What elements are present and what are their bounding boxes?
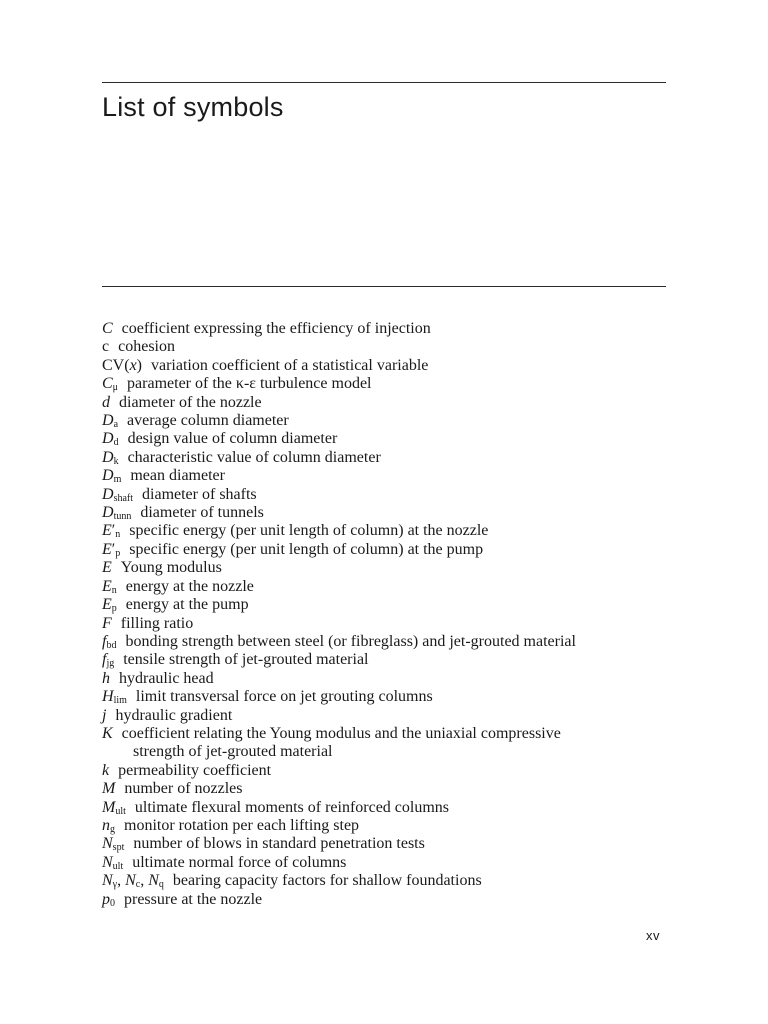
symbol-description: number of nozzles xyxy=(124,780,243,798)
symbol-entry xyxy=(102,394,668,412)
symbol-description: characteristic value of column diameter xyxy=(127,448,381,466)
symbol: F xyxy=(102,614,112,632)
symbol-description: cohesion xyxy=(118,338,175,356)
symbol-description: permeability coefficient xyxy=(118,761,272,779)
symbol-description: diameter of tunnels xyxy=(140,504,264,522)
symbol: $f_{jg}$ xyxy=(102,651,115,670)
symbol-description: pressure at the nozzle xyxy=(124,890,263,908)
symbol: M xyxy=(102,780,116,798)
symbol-entry xyxy=(102,430,668,448)
symbol: $D_{shaft}$ xyxy=(102,485,134,504)
symbol-entry xyxy=(102,449,668,467)
symbol: E xyxy=(102,559,112,577)
symbol-entry xyxy=(102,762,668,780)
symbol-description: ultimate normal force of columns xyxy=(132,853,347,871)
symbol: K xyxy=(102,724,113,742)
symbol-description: monitor rotation per each lifting step xyxy=(124,816,360,834)
symbol-entry xyxy=(102,872,668,890)
symbol: C xyxy=(102,320,113,337)
symbol-entry xyxy=(102,338,668,356)
symbol-description: diameter of the nozzle xyxy=(119,393,262,411)
symbol-entry xyxy=(102,707,668,725)
symbol: $p_0$ xyxy=(102,890,115,909)
symbol-entry xyxy=(102,799,668,817)
symbol-entry xyxy=(102,835,668,853)
symbol-entry xyxy=(102,486,668,504)
symbol-entry xyxy=(102,780,668,798)
symbol-description: variation coefficient of a statistical variable xyxy=(151,356,429,374)
symbol-entry xyxy=(102,559,668,577)
page-title: List of symbols xyxy=(102,92,284,122)
bottom-rule xyxy=(102,286,666,287)
symbol-description: mean diameter xyxy=(130,467,225,485)
symbol: $H_{lim}$ xyxy=(102,688,127,707)
symbol: $E'_p$ xyxy=(102,540,121,559)
symbol-entry xyxy=(102,651,668,669)
symbol-description: diameter of shafts xyxy=(142,485,257,503)
symbol: $E_n$ xyxy=(102,577,117,596)
symbol: j xyxy=(102,706,107,724)
symbol-description: design value of column diameter xyxy=(127,430,338,448)
symbol-description: specific energy (per unit length of column) at the nozzle xyxy=(129,522,489,540)
symbol-description: specific energy (per unit length of column) at the pump xyxy=(129,540,484,558)
symbol: CV(x) xyxy=(102,356,142,374)
symbol: $N_{spt}$ xyxy=(102,835,125,854)
symbol-entry xyxy=(102,596,668,614)
symbol-list xyxy=(102,320,668,909)
symbol-description: energy at the pump xyxy=(125,596,249,614)
symbol: $E'_n$ xyxy=(102,522,121,541)
symbol-description: hydraulic gradient xyxy=(115,706,233,724)
symbol-description: hydraulic head xyxy=(119,669,214,687)
symbol: k xyxy=(102,761,110,779)
symbol: $N_\gamma$, $N_c$, $N_q$ xyxy=(102,872,164,891)
symbol: $C_\mu$ xyxy=(102,375,119,394)
symbol-entry xyxy=(102,891,668,909)
symbol: $f_{bd}$ xyxy=(102,632,117,651)
symbol: h xyxy=(102,669,110,687)
symbol-description: average column diameter xyxy=(127,412,289,430)
symbol-entry xyxy=(102,412,668,430)
symbol-description: filling ratio xyxy=(120,614,194,632)
symbol-description: bonding strength between steel (or fibreglass) and jet-grouted material xyxy=(125,632,576,650)
symbol-entry xyxy=(102,578,668,596)
symbol-entry xyxy=(102,817,668,835)
symbol: $D_d$ xyxy=(102,430,119,449)
symbol-description: coefficient expressing the efficiency of injection xyxy=(121,320,431,337)
symbol-entry xyxy=(102,615,668,633)
top-rule xyxy=(102,82,666,83)
symbol: d xyxy=(102,393,110,411)
symbol-entry xyxy=(102,688,668,706)
symbol-entry xyxy=(102,467,668,485)
symbol-description: parameter of the κ-ε turbulence model xyxy=(127,375,372,393)
symbol: c xyxy=(102,338,110,356)
symbol-description: limit transversal force on jet grouting columns xyxy=(135,688,433,706)
symbol-entry xyxy=(102,670,668,688)
symbol-entry xyxy=(102,357,668,375)
symbol-description: ultimate flexural moments of reinforced columns xyxy=(134,798,450,816)
symbol: $D_a$ xyxy=(102,412,119,431)
symbol-description: tensile strength of jet-grouted material xyxy=(123,651,369,669)
page-number: xv xyxy=(646,928,660,943)
symbol: $M_{ult}$ xyxy=(102,798,126,817)
symbol-entry-continuation xyxy=(102,743,668,761)
symbol-description: Young modulus xyxy=(120,559,222,577)
symbol-entry xyxy=(102,633,668,651)
symbol: $D_m$ xyxy=(102,467,122,486)
symbol-description: energy at the nozzle xyxy=(125,577,254,595)
symbol-entry xyxy=(102,725,668,743)
symbol-entry xyxy=(102,854,668,872)
symbol: $n_g$ xyxy=(102,816,115,835)
symbol-entry xyxy=(102,522,668,540)
symbol-entry xyxy=(102,541,668,559)
symbol: $D_{tunn}$ xyxy=(102,504,132,523)
symbol-entry xyxy=(102,504,668,522)
symbol-description: bearing capacity factors for shallow foundations xyxy=(172,872,482,890)
symbol: $D_k$ xyxy=(102,448,119,467)
symbol: $E_p$ xyxy=(102,596,117,615)
symbol: $N_{ult}$ xyxy=(102,853,124,872)
symbol-description: strength of jet-grouted material xyxy=(133,743,333,761)
symbol-entry xyxy=(102,320,668,338)
symbol-description: number of blows in standard penetration tests xyxy=(133,835,425,853)
symbol-description: coefficient relating the Young modulus and the uniaxial compressive xyxy=(121,724,561,742)
symbol-entry xyxy=(102,375,668,393)
